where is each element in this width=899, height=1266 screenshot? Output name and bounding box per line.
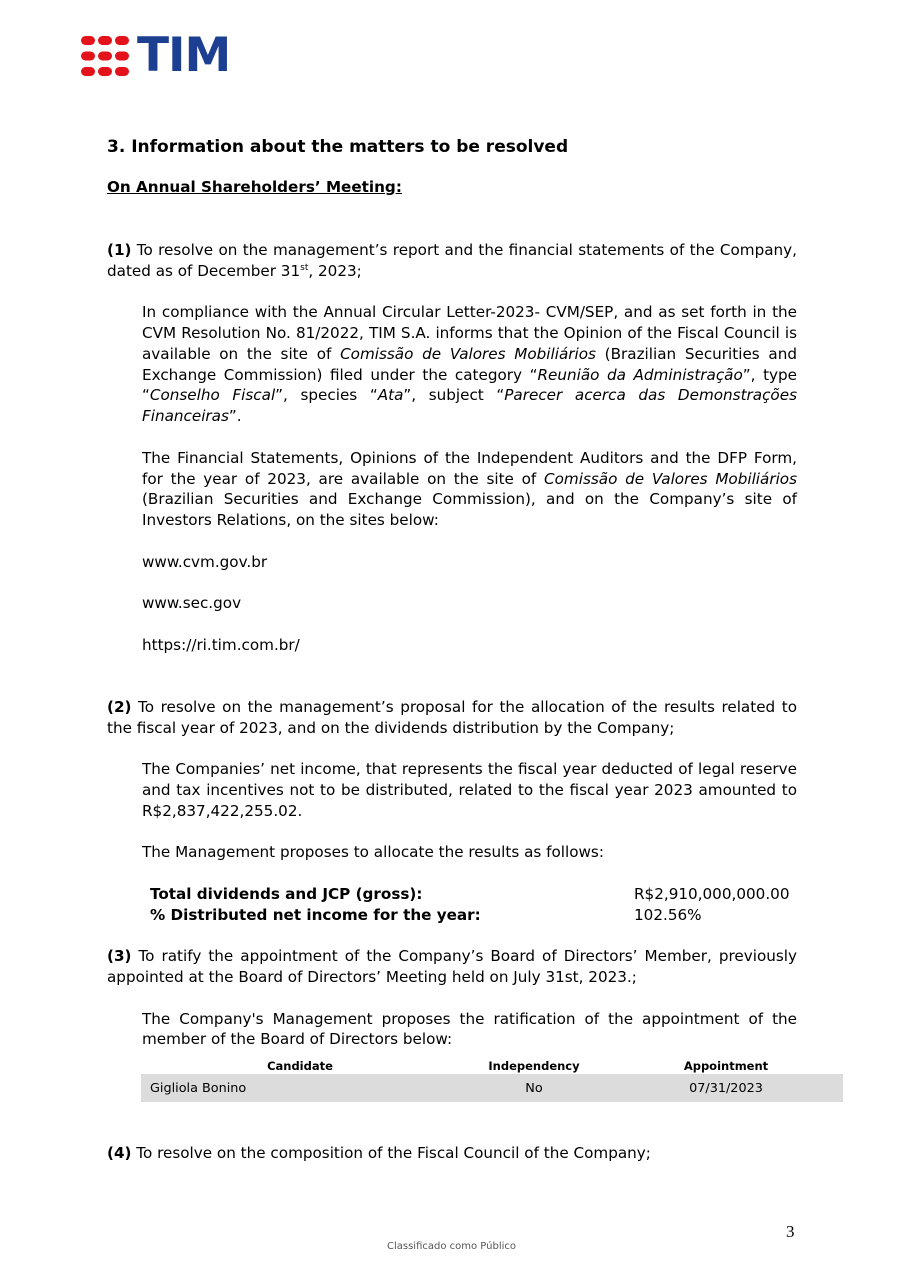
tim-logo-icon [81,36,129,76]
item-2 [107,697,797,739]
item-1-text-a: To resolve on the management’s report and the financial statements of the Company, dated as of December 31 [107,240,797,280]
item-1-number: (1) [107,240,132,259]
document-body [107,134,797,1050]
item-4-text: To resolve on the composition of the Fiscal Council of the Company; [131,1144,651,1162]
site-link-sec[interactable]: www.sec.gov [142,594,242,613]
header-candidate: Candidate [267,1058,333,1073]
allocation-label: % Distributed net income for the year: [150,905,481,924]
allocation-value: 102.56% [634,905,702,924]
item-1-paragraph-2 [142,448,797,531]
item-1 [107,240,797,282]
p1-e: ”, subject “ [403,386,505,405]
header-appointment: Appointment [683,1058,769,1073]
p1-i5: Parecer acerca das Demonstrações Financeiras [142,386,797,426]
tim-logo [81,28,231,83]
allocation-summary [150,884,797,926]
p1-i2: Reunião da Administração [537,365,743,384]
cell-appointment: 07/31/2023 [609,1074,843,1102]
p1-i3: Conselho Fiscal [149,386,276,405]
allocation-value: R$2,910,000,000.00 [634,884,790,903]
table-row [141,1074,843,1102]
page-number: 3 [786,1222,795,1241]
logo-text: TIM [137,28,231,83]
p1-i1: Comissão de Valores Mobiliários [340,344,596,363]
subheading-text: On Annual Shareholders’ Meeting [107,178,396,196]
item-2-paragraph-2: The Management proposes to allocate the results as follows: [142,843,604,862]
allocation-row [150,905,797,926]
p1-f: ”. [228,407,242,426]
subheading [107,177,797,198]
item-3-number: (3) [107,947,132,966]
subheading-colon: : [395,178,402,196]
p2-a: The Financial Statements, Opinions of the Independent Auditors and the DFP Form, for the year of 2023, are available on the site of [142,448,797,488]
allocation-label: Total dividends and JCP (gross): [150,884,423,903]
item-1-sup: st [300,262,309,273]
cell-independency: No [459,1074,609,1102]
table-header-row [141,1057,843,1074]
p1-i4: Ata [377,386,404,405]
allocation-row [150,884,797,905]
p1-d: ”, species “ [275,386,378,405]
item-3-paragraph-1: The Company's Management proposes the ratification of the appointment of the member of the Board of Directors below: [142,1009,797,1049]
cell-candidate: Gigliola Bonino [141,1074,459,1102]
p2-i: Comissão de Valores Mobiliários [544,469,797,488]
item-4-number: (4) [107,1144,132,1162]
p1-a: In compliance with the Annual Circular Letter-2023- CVM/SEP, and as set forth in the CVM Resolution No. 81/2022, TIM S.A. informs that the Opinion of the Fiscal Council is available on the site of [142,303,797,363]
item-2-paragraph-1: The Companies’ net income, that represents the fiscal year deducted of legal reserve and tax incentives not to be distributed, related to the fiscal year 2023 amounted to R$2,837,422,255.02. [142,760,797,820]
site-link-cvm[interactable]: www.cvm.gov.br [142,552,268,571]
site-link-ri[interactable]: https://ri.tim.com.br/ [142,635,300,654]
p1-c: ”, type “ [142,365,798,405]
p1-b: (Brazilian Securities and Exchange Commission) filed under the category “ [142,344,797,384]
item-2-text: To resolve on the management’s proposal for the allocation of the results related to the fiscal year of 2023, and on the dividends distribution by the Company; [107,697,797,737]
item-3 [107,946,797,988]
classification-label: Classificado como Público [386,1241,517,1252]
item-3-text: To ratify the appointment of the Company’s Board of Directors’ Member, previously appointed at the Board of Directors’ Meeting held on July 31st, 2023.; [107,947,797,987]
item-1-text-b: , 2023; [308,261,362,280]
item-4 [107,1143,797,1164]
section-heading: 3. Information about the matters to be resolved [107,137,569,157]
header-independency: Independency [488,1058,580,1073]
p2-b: (Brazilian Securities and Exchange Commission), and on the Company’s site of Investors Relations, on the sites below: [142,490,797,530]
item-2-number: (2) [107,697,132,716]
candidate-table [141,1057,843,1102]
item-1-paragraph-1 [142,302,797,427]
